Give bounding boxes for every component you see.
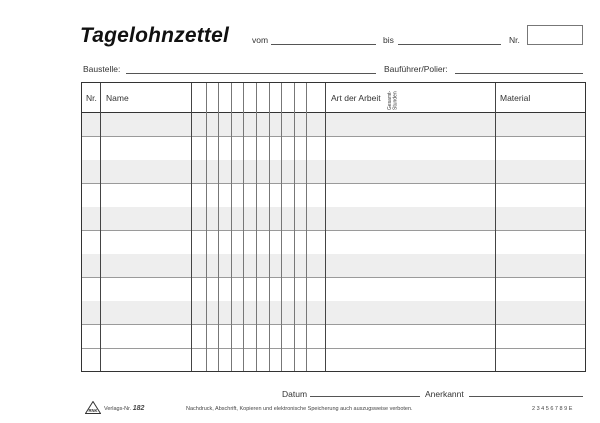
bauleiter-field[interactable] xyxy=(455,73,583,74)
divider-art xyxy=(495,83,496,371)
copyright-notice: Nachdruck, Abschrift, Kopieren und elektronische Speicherung auch auszugsweise verboten. xyxy=(186,406,413,412)
verlag-number: 182 xyxy=(132,405,145,412)
bis-field[interactable] xyxy=(398,44,501,45)
divider-gesamt xyxy=(325,83,326,371)
divider-hour xyxy=(218,83,219,371)
table-row[interactable] xyxy=(82,207,585,231)
vom-label: vom xyxy=(252,35,269,45)
baustelle-label: Baustelle: xyxy=(83,64,121,74)
bis-label: bis xyxy=(383,35,394,45)
table-row[interactable] xyxy=(82,325,585,349)
divider-name xyxy=(191,83,192,371)
vom-field[interactable] xyxy=(271,44,376,45)
publisher-logo xyxy=(85,401,101,414)
col-art-header: Art der Arbeit xyxy=(331,93,381,103)
verlag-label xyxy=(104,405,144,412)
divider-hour xyxy=(306,83,307,371)
table-row[interactable] xyxy=(82,231,585,255)
print-code: 2 3 4 5 6 7 8 9 E xyxy=(532,406,573,412)
table-row[interactable] xyxy=(82,348,585,371)
col-nr-header: Nr. xyxy=(86,93,97,103)
nr-box[interactable] xyxy=(527,25,583,45)
table-row[interactable] xyxy=(82,184,585,208)
col-name-header: Name xyxy=(106,93,129,103)
logo-text: RNK xyxy=(88,408,98,413)
anerkannt-field[interactable] xyxy=(469,396,583,397)
divider-hour xyxy=(243,83,244,371)
divider-hour xyxy=(269,83,270,371)
nr-label: Nr. xyxy=(509,35,520,45)
baustelle-field[interactable] xyxy=(126,73,376,74)
verlag-label-text: Verlags-Nr. xyxy=(104,406,132,412)
table-row[interactable] xyxy=(82,160,585,184)
bauleiter-label: Bauführer/Polier: xyxy=(384,64,448,74)
table-row[interactable] xyxy=(82,278,585,302)
anerkannt-label: Anerkannt xyxy=(425,389,464,399)
col-material-header: Material xyxy=(500,93,531,103)
table-row[interactable] xyxy=(82,301,585,325)
divider-hour xyxy=(294,83,295,371)
divider-hour xyxy=(256,83,257,371)
time-table xyxy=(81,82,586,372)
table-row[interactable] xyxy=(82,254,585,278)
divider-nr xyxy=(100,83,101,371)
col-gesamt-header: Gesamt-Stunden xyxy=(387,90,399,110)
datum-field[interactable] xyxy=(310,396,420,397)
form-title: Tagelohnzettel xyxy=(80,24,230,47)
divider-hour xyxy=(231,83,232,371)
table-header xyxy=(82,83,585,113)
divider-hour xyxy=(281,83,282,371)
table-row[interactable] xyxy=(82,137,585,161)
table-row[interactable] xyxy=(82,113,585,137)
datum-label: Datum xyxy=(282,389,308,399)
divider-hour xyxy=(206,83,207,371)
